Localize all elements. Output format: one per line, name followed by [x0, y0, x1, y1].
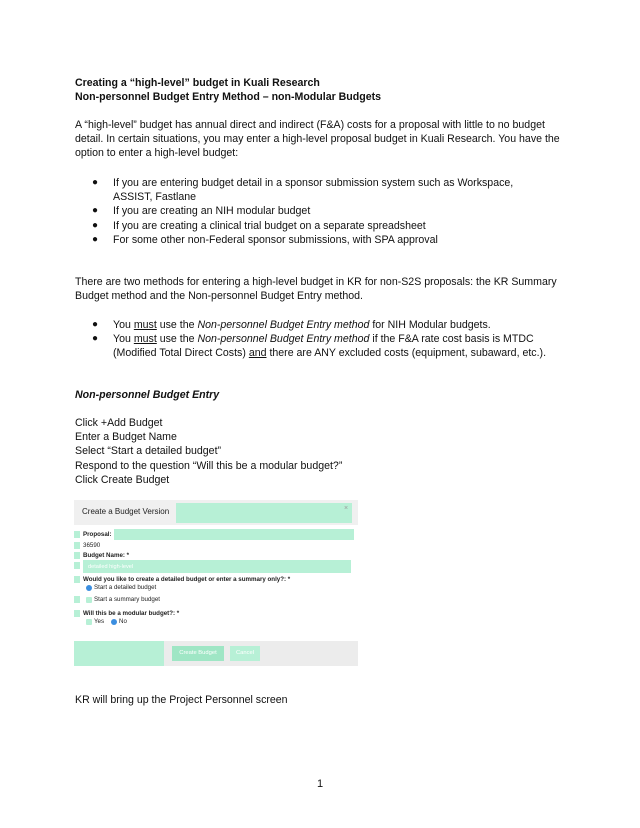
marker-square: [74, 542, 80, 549]
marker-square: [74, 552, 80, 559]
marker-square: [74, 531, 80, 538]
proposal-label: Proposal:: [83, 531, 112, 538]
methods-paragraph: There are two methods for entering a high-level budget in KR for non-S2S proposals: the KR Summary Budget method and the Non-personnel Budget Entry method.: [75, 276, 557, 303]
options-list: [75, 176, 555, 247]
option-detailed-label: Start a detailed budget: [94, 584, 157, 591]
dialog-title: Create a Budget Version: [82, 507, 170, 516]
marker-square: [74, 596, 80, 603]
list-item: Respond to the question “Will this be a modular budget?”: [75, 459, 343, 472]
radio-no-selected[interactable]: [111, 619, 117, 625]
proposal-highlight: [114, 529, 354, 540]
rules-list: [75, 318, 570, 361]
document-subtitle: Non-personnel Budget Entry Method – non-Modular Budgets: [75, 91, 382, 103]
steps-list: [75, 416, 342, 487]
document-title: Creating a “high-level” budget in Kuali Research: [75, 77, 320, 89]
list-item: ● You must use the Non-personnel Budget Entry method for NIH Modular budgets.: [92, 319, 491, 331]
bullet-icon: ●: [92, 205, 99, 217]
page-number: 1: [316, 778, 324, 790]
create-budget-button[interactable]: Create Budget: [172, 646, 224, 661]
detail-question: Would you like to create a detailed budget or enter a summary only?: *: [83, 576, 291, 583]
marker-square: [74, 610, 80, 617]
radio-detailed-selected[interactable]: [86, 585, 92, 591]
option-summary-label: Start a summary budget: [94, 596, 161, 603]
intro-paragraph: A “high-level” budget has annual direct and indirect (F&A) costs for a proposal with little to no budget detail. In certain situations, you may enter a high-level proposal budget in Kuali Research. You have the option to enter a high-level budget:: [75, 119, 560, 160]
radio-summary[interactable]: [86, 597, 92, 603]
bullet-icon: ●: [92, 219, 99, 231]
list-item: Select “Start a detailed budget”: [75, 445, 222, 458]
list-item: ● For some other non-Federal sponsor submissions, with SPA approval: [92, 233, 438, 246]
radio-yes[interactable]: [86, 619, 92, 625]
section-heading: Non-personnel Budget Entry: [75, 389, 220, 401]
list-item: ● You must use the Non-personnel Budget Entry method if the F&A rate cost basis is MTDC (Modified Total Direct Costs) and there are ANY excluded costs (equipment, subaward, etc.).: [92, 333, 547, 360]
footer-highlight: [74, 641, 164, 666]
option-no-label: No: [119, 618, 127, 625]
list-item: ● If you are creating an NIH modular budget: [92, 205, 311, 218]
header-highlight: [176, 503, 352, 523]
proposal-value: 36590: [83, 542, 101, 549]
bullet-icon: ●: [92, 333, 99, 345]
bullet-icon: ●: [92, 177, 99, 188]
list-item: ● If you are entering budget detail in a sponsor submission system such as Workspace, ASSIST, Fastlane: [92, 177, 514, 204]
option-yes-label: Yes: [94, 618, 105, 625]
list-item: Click Create Budget: [75, 473, 170, 486]
list-item: Click +Add Budget: [75, 417, 163, 429]
bullet-icon: ●: [92, 233, 99, 245]
cancel-button[interactable]: Cancel: [230, 646, 260, 661]
budget-name-value: detailed high-level: [88, 564, 134, 570]
closing-paragraph: KR will bring up the Project Personnel screen: [75, 694, 288, 706]
list-item: ● If you are creating a clinical trial budget on a separate spreadsheet: [92, 219, 426, 232]
list-item: Enter a Budget Name: [75, 431, 177, 444]
bullet-icon: ●: [92, 319, 99, 330]
modular-question: Will this be a modular budget?: *: [83, 610, 180, 617]
marker-square: [74, 562, 80, 569]
marker-square: [74, 576, 80, 583]
budget-name-label: Budget Name: *: [83, 552, 130, 559]
budget-dialog-screenshot: [74, 500, 358, 666]
close-icon[interactable]: ×: [344, 505, 349, 512]
